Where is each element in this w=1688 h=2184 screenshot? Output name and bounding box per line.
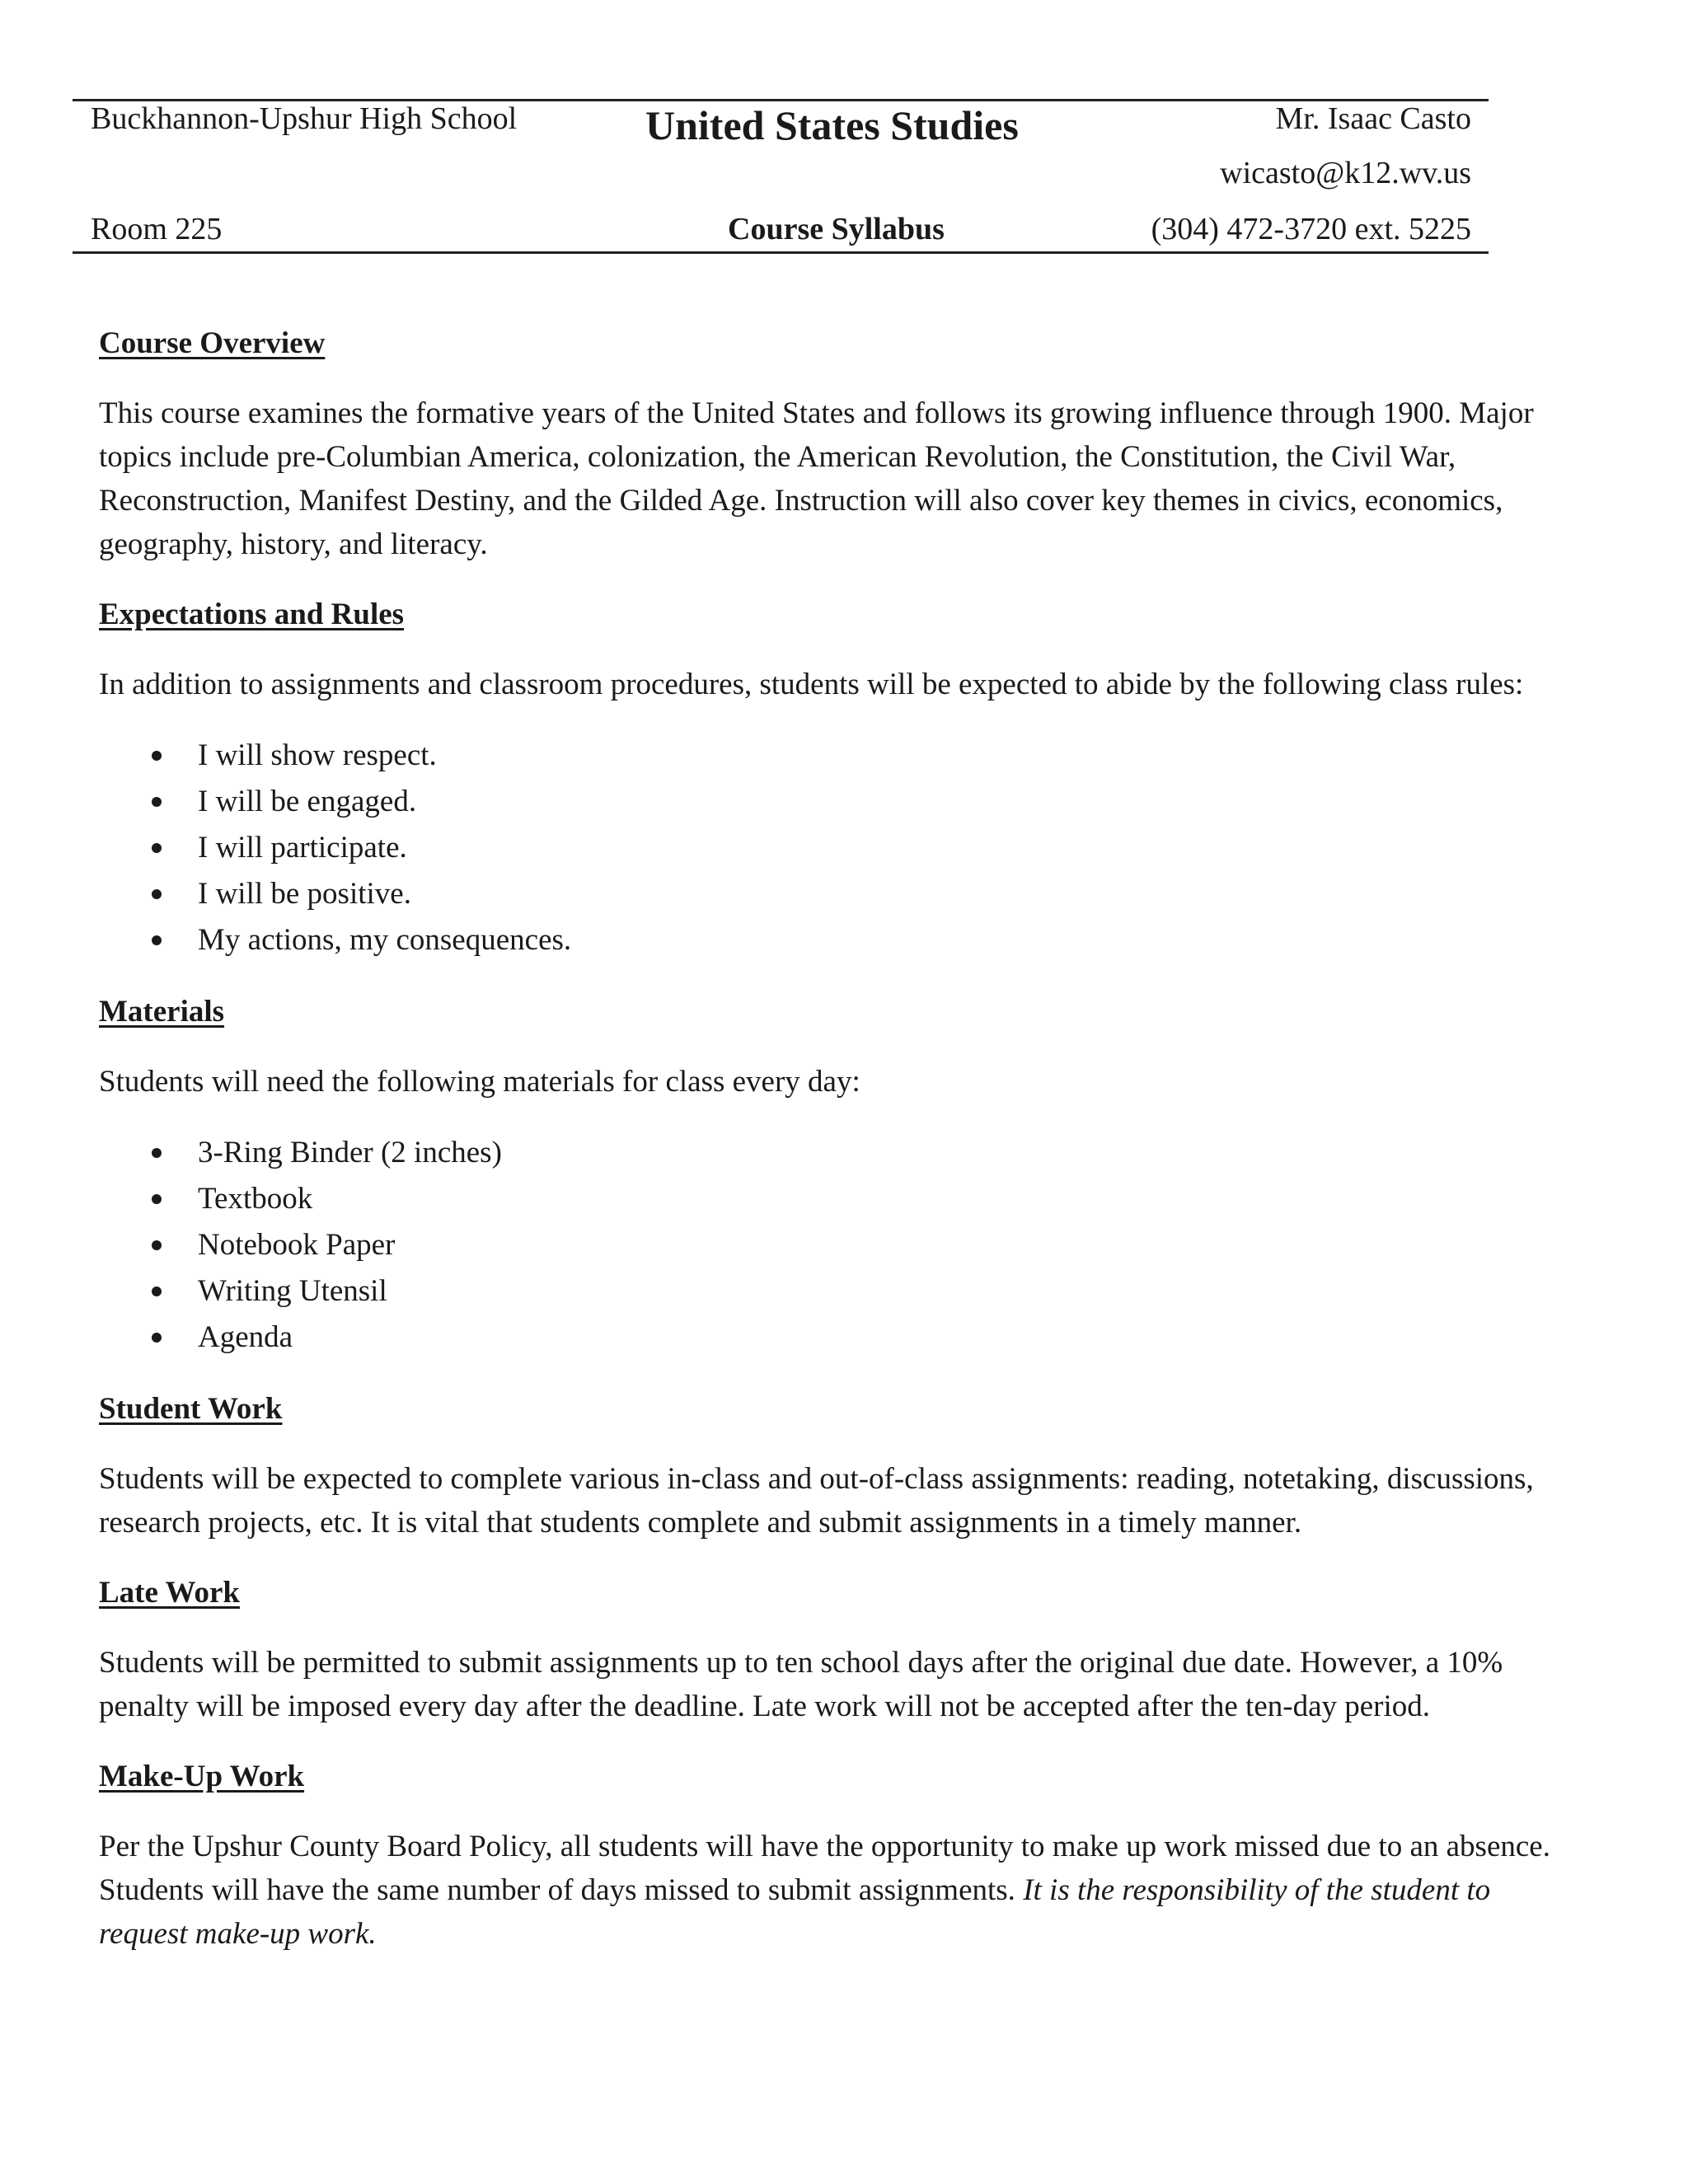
list-item (99, 779, 1558, 825)
rule-text: I will participate. (198, 831, 407, 865)
materials-text: Students will need the following materials for class every day: (99, 1065, 860, 1099)
teacher-phone: (304) 472-3720 ext. 5225 (1151, 212, 1471, 246)
materials-heading: Materials (99, 995, 225, 1029)
syllabus-body (99, 321, 1558, 1982)
material-text: Notebook Paper (198, 1228, 396, 1262)
bullet-icon (152, 797, 162, 807)
course-title: United States Studies (645, 102, 1019, 148)
list-item (99, 871, 1558, 917)
bullet-icon (152, 843, 162, 853)
material-text: Textbook (198, 1182, 313, 1216)
list-item (99, 1315, 1558, 1361)
makeup-work-paragraph (99, 1825, 1558, 1956)
material-text: Agenda (198, 1320, 293, 1354)
list-item (99, 1222, 1558, 1268)
overview-text: This course examines the formative years of the United States and follows its growing influence through 1900. Major topics include pre-Columbian America, colonization, the American Revolution, the Constitution, the Civil War, Reconstruction, Manifest Destiny, and the Gilded Age. Instruction will also cover key themes in civics, economics, geography, history, and literacy. (99, 396, 1534, 561)
list-item (99, 733, 1558, 779)
list-item (99, 917, 1558, 963)
bullet-icon (152, 889, 162, 899)
makeup-work-text: Per the Upshur County Board Policy, all students will have the opportunity to make up work missed due to an absence. Students will have the same number of days missed to submit assignments. (99, 1830, 1550, 1907)
list-item (99, 825, 1558, 871)
rule-text: I will be engaged. (198, 785, 417, 818)
bullet-icon (152, 1148, 162, 1158)
student-work-text: Students will be expected to complete various in-class and out-of-class assignments: reading, notetaking, discussions, research projects, etc. It is vital that students complete and submit assignments in a timely manner. (99, 1462, 1534, 1540)
bullet-icon (152, 1194, 162, 1204)
rule-text: I will show respect. (198, 738, 437, 772)
rule-text: I will be positive. (198, 877, 411, 911)
list-item (99, 1268, 1558, 1315)
rule-text: My actions, my consequences. (198, 923, 572, 957)
list-item (99, 1176, 1558, 1222)
bullet-icon (152, 935, 162, 945)
bullet-icon (152, 1333, 162, 1343)
bullet-icon (152, 1240, 162, 1250)
bullet-icon (152, 751, 162, 761)
expectations-text: In addition to assignments and classroom procedures, students will be expected to abide by the following class rules: (99, 668, 1524, 701)
student-work-heading: Student Work (99, 1392, 283, 1426)
makeup-work-heading: Make-Up Work (99, 1760, 305, 1793)
school-name: Buckhannon-Upshur High School (91, 101, 518, 136)
room-number: Room 225 (91, 212, 223, 246)
material-text: Writing Utensil (198, 1274, 387, 1308)
materials-list (99, 1130, 1558, 1361)
bullet-icon (152, 1286, 162, 1296)
header-bottom-rule (73, 251, 1489, 254)
list-item (99, 1130, 1558, 1176)
teacher-email: wicasto@k12.wv.us (1220, 156, 1471, 190)
expectations-heading: Expectations and Rules (99, 598, 405, 631)
material-text: 3-Ring Binder (2 inches) (198, 1136, 502, 1169)
teacher-name: Mr. Isaac Casto (1275, 101, 1471, 136)
rules-list (99, 733, 1558, 963)
makeup-work-emphasis: It is the responsibility of the student to request make-up work. (99, 1873, 1491, 1951)
document-subtitle: Course Syllabus (728, 212, 945, 246)
overview-heading: Course Overview (99, 326, 326, 360)
late-work-text: Students will be permitted to submit assignments up to ten school days after the original due date. However, a 10% penalty will be imposed every day after the deadline. Late work will not be accepted after the ten-day period. (99, 1646, 1503, 1723)
late-work-heading: Late Work (99, 1576, 240, 1610)
